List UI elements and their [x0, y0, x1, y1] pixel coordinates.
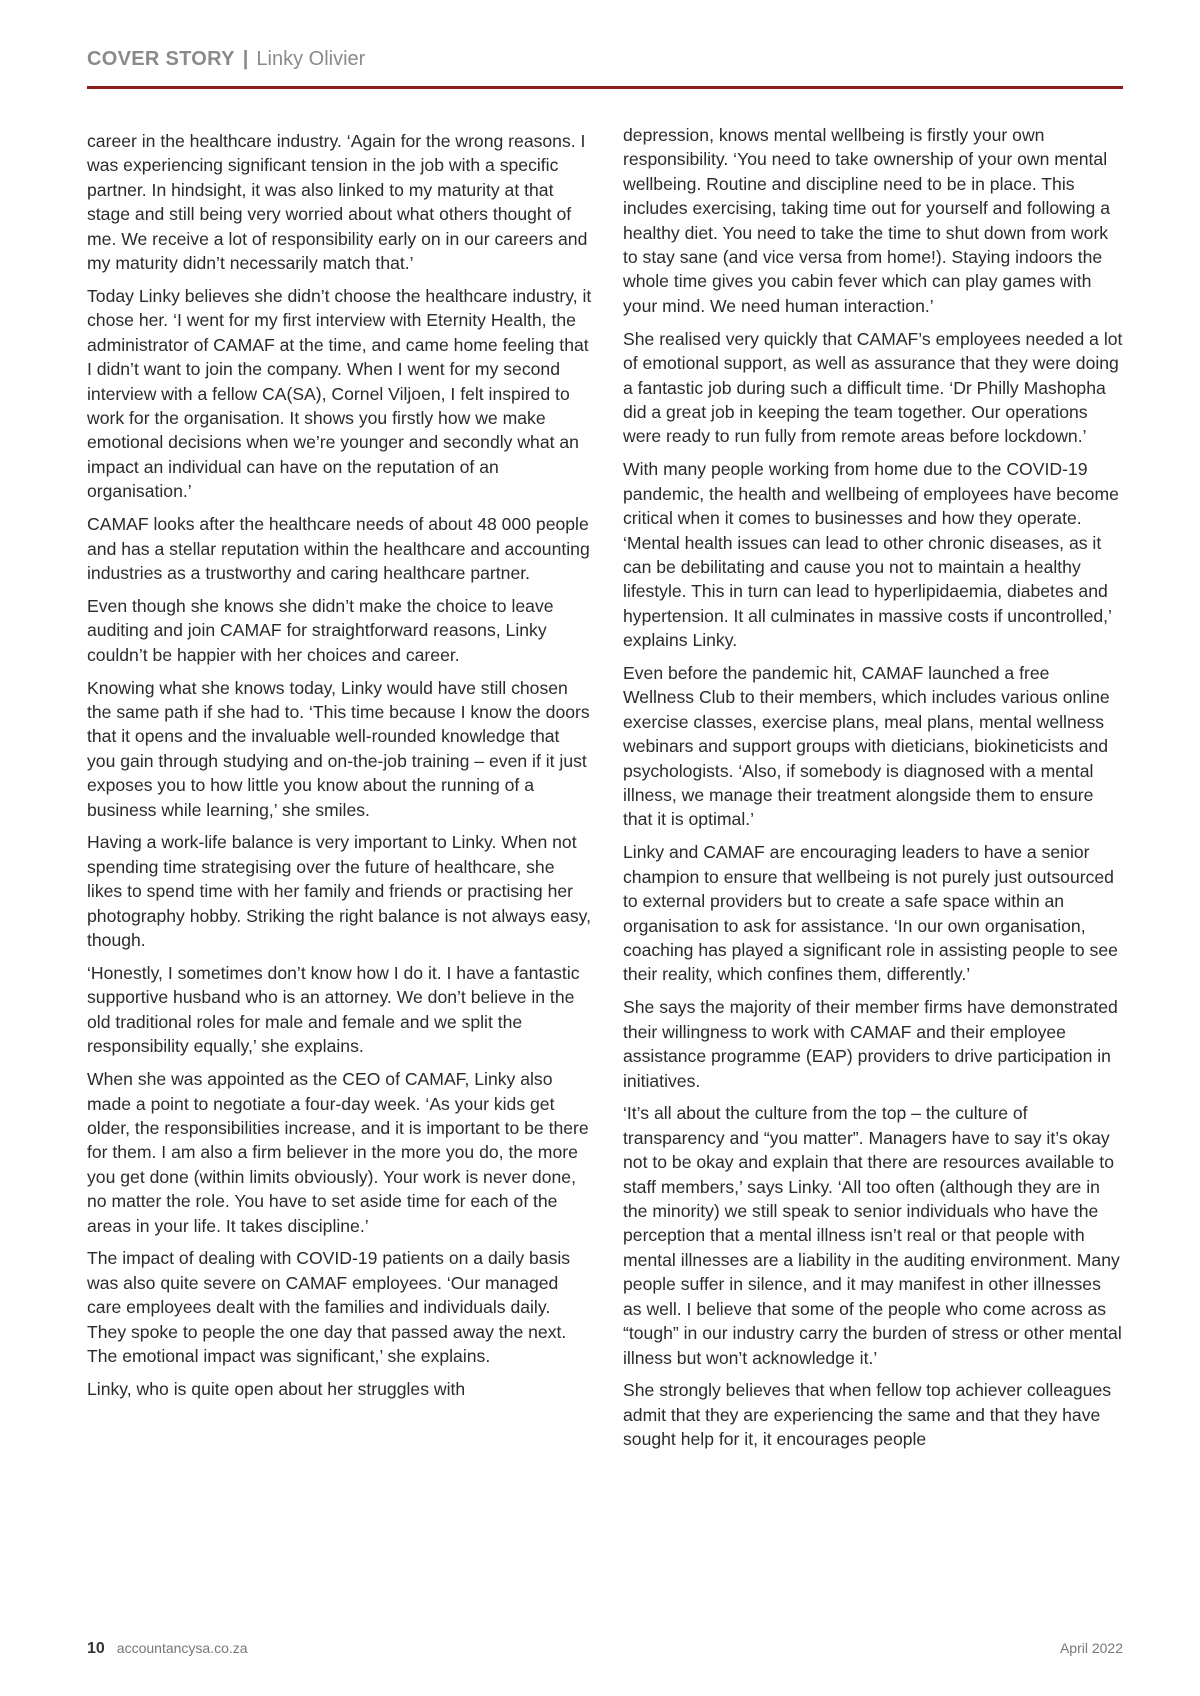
- paragraph: Having a work-life balance is very important to Linky. When not spending time strategising over the future of healthcare, she likes to spend time with her family and friends or practising her photography hobby. Striking the right balance is not always easy, though.: [87, 832, 591, 951]
- running-header: [87, 46, 1123, 72]
- page-number: 10: [87, 1640, 105, 1657]
- paragraph: Even before the pandemic hit, CAMAF launched a free Wellness Club to their members, which includes various online exercise classes, exercise plans, meal plans, mental wellness webinars and support groups with dieticians, biokineticists and psychologists. ‘Also, if somebody is diagnosed with a mental illness, we manage their treatment alongside them to ensure that it is optimal.’: [623, 663, 1110, 830]
- right-column: [623, 123, 1123, 1460]
- paragraph: Linky and CAMAF are encouraging leaders to have a senior champion to ensure that wellbeing is not purely just outsourced to external providers but to create a safe space within an organisation to ask for assistance. ‘In our own organisation, coaching has played a significant role in assisting people to see their reality, which confines them, differently.’: [623, 842, 1118, 985]
- website-link[interactable]: accountancysa.co.za: [116, 1640, 248, 1656]
- paragraph: ‘It’s all about the culture from the top – the culture of transparency and “you matter”. Managers have to say it’s okay not to be okay and explain that there are resources available to staff members,’ says Linky. ‘All too often (although they are in the minority) we still speak to senior individuals who have the perception that a mental illness isn’t real or that people with mental illnesses are a liability in the auditing environment. Many people suffer in silence, and it may manifest in other illnesses as well. I believe that some of the people who come across as “tough” in our industry carry the burden of stress or other mental illness but won’t acknowledge it.’: [623, 1103, 1122, 1368]
- paragraph: Knowing what she knows today, Linky would have still chosen the same path if she had to. ‘This time because I know the doors that it opens and the invaluable well-rounded knowledge that you gain through studying and on-the-job training – even if it just exposes you to how little you know about the running of a business while learning,’ she smiles.: [87, 677, 590, 820]
- paragraph: She says the majority of their member firms have demonstrated their willingness to work with CAMAF and their employee assistance programme (EAP) providers to drive participation in initiatives.: [623, 997, 1118, 1091]
- left-column: [87, 129, 592, 1410]
- paragraph: Today Linky believes she didn’t choose the healthcare industry, it chose her. ‘I went for my first interview with Eternity Health, the administrator of CAMAF at the time, and came home feeling that I didn’t want to join the company. When I went for my second interview with a fellow CA(SA), Cornel Viljoen, I felt inspired to work for the organisation. It shows you firstly how we make emotional decisions when we’re younger and secondly what an impact an individual can have on the reputation of an organisation.’: [87, 285, 592, 502]
- paragraph: CAMAF looks after the healthcare needs of about 48 000 people and has a stellar reputation within the healthcare and accounting industries as a trustworthy and caring healthcare partner.: [87, 514, 590, 583]
- paragraph: When she was appointed as the CEO of CAMAF, Linky also made a point to negotiate a four-day week. ‘As your kids get older, the responsibilities increase, and it is important to be there for them. I am also a firm believer in the more you do, the more you get done (within limits obviously). Your work is never done, no matter the role. You have to set aside time for each of the areas in your life. It takes discipline.’: [87, 1069, 589, 1236]
- paragraph: She realised very quickly that CAMAF’s employees needed a lot of emotional support, as well as assurance that they were doing a fantastic job during such a difficult time. ‘Dr Philly Mashopha did a great job in keeping the team together. Our operations were ready to run fully from remote areas before lockdown.’: [623, 328, 1123, 447]
- paragraph: The impact of dealing with COVID-19 patients on a daily basis was also quite severe on CAMAF employees. ‘Our managed care employees dealt with the families and individuals daily. They spoke to people the one day that passed away the next. The emotional impact was significant,’ she explains.: [87, 1248, 571, 1367]
- paragraph: ‘Honestly, I sometimes don’t know how I do it. I have a fantastic supportive husband who is an attorney. We don’t believe in the old traditional roles for male and female and we split the responsibility equally,’ she explains.: [87, 963, 580, 1057]
- footer-left: [87, 1640, 248, 1658]
- paragraph: Linky, who is quite open about her struggles with: [87, 1379, 466, 1399]
- section-label: COVER STORY: [87, 48, 235, 70]
- issue-date: April 2022: [1059, 1640, 1123, 1656]
- header-rule: [87, 86, 1123, 89]
- paragraph: With many people working from home due to the COVID-19 pandemic, the health and wellbeing of employees have become critical when it comes to businesses and how they operate. ‘Mental health issues can lead to other chronic diseases, as it can be debilitating and cause you not to maintain a healthy lifestyle. This in turn can lead to hyperlipidaemia, diabetes and hypertension. It all culminates in massive costs if uncontrolled,’ explains Linky.: [623, 459, 1119, 651]
- paragraph: She strongly believes that when fellow top achiever colleagues admit that they are experiencing the same and that they have sought help for it, it encourages people: [623, 1380, 1112, 1450]
- story-subject: Linky Olivier: [256, 48, 366, 70]
- paragraph: Even though she knows she didn’t make the choice to leave auditing and join CAMAF for straightforward reasons, Linky couldn’t be happier with her choices and career.: [87, 595, 554, 665]
- header-separator: |: [242, 48, 249, 70]
- paragraph: depression, knows mental wellbeing is firstly your own responsibility. ‘You need to take ownership of your own mental wellbeing. Routine and discipline need to be in place. This includes exercising, taking time out for yourself and following a healthy diet. You need to take the time to shut down from work to stay sane (and vice versa from home!). Staying indoors the whole time gives you cabin fever which can play games with your mind. We need human interaction.’: [623, 125, 1111, 316]
- paragraph: career in the healthcare industry. ‘Again for the wrong reasons. I was experiencing significant tension in the job with a specific partner. In hindsight, it was also linked to my maturity at that stage and still being very worried about what others thought of me. We receive a lot of responsibility early on in our careers and my maturity didn’t necessarily match that.’: [87, 131, 588, 274]
